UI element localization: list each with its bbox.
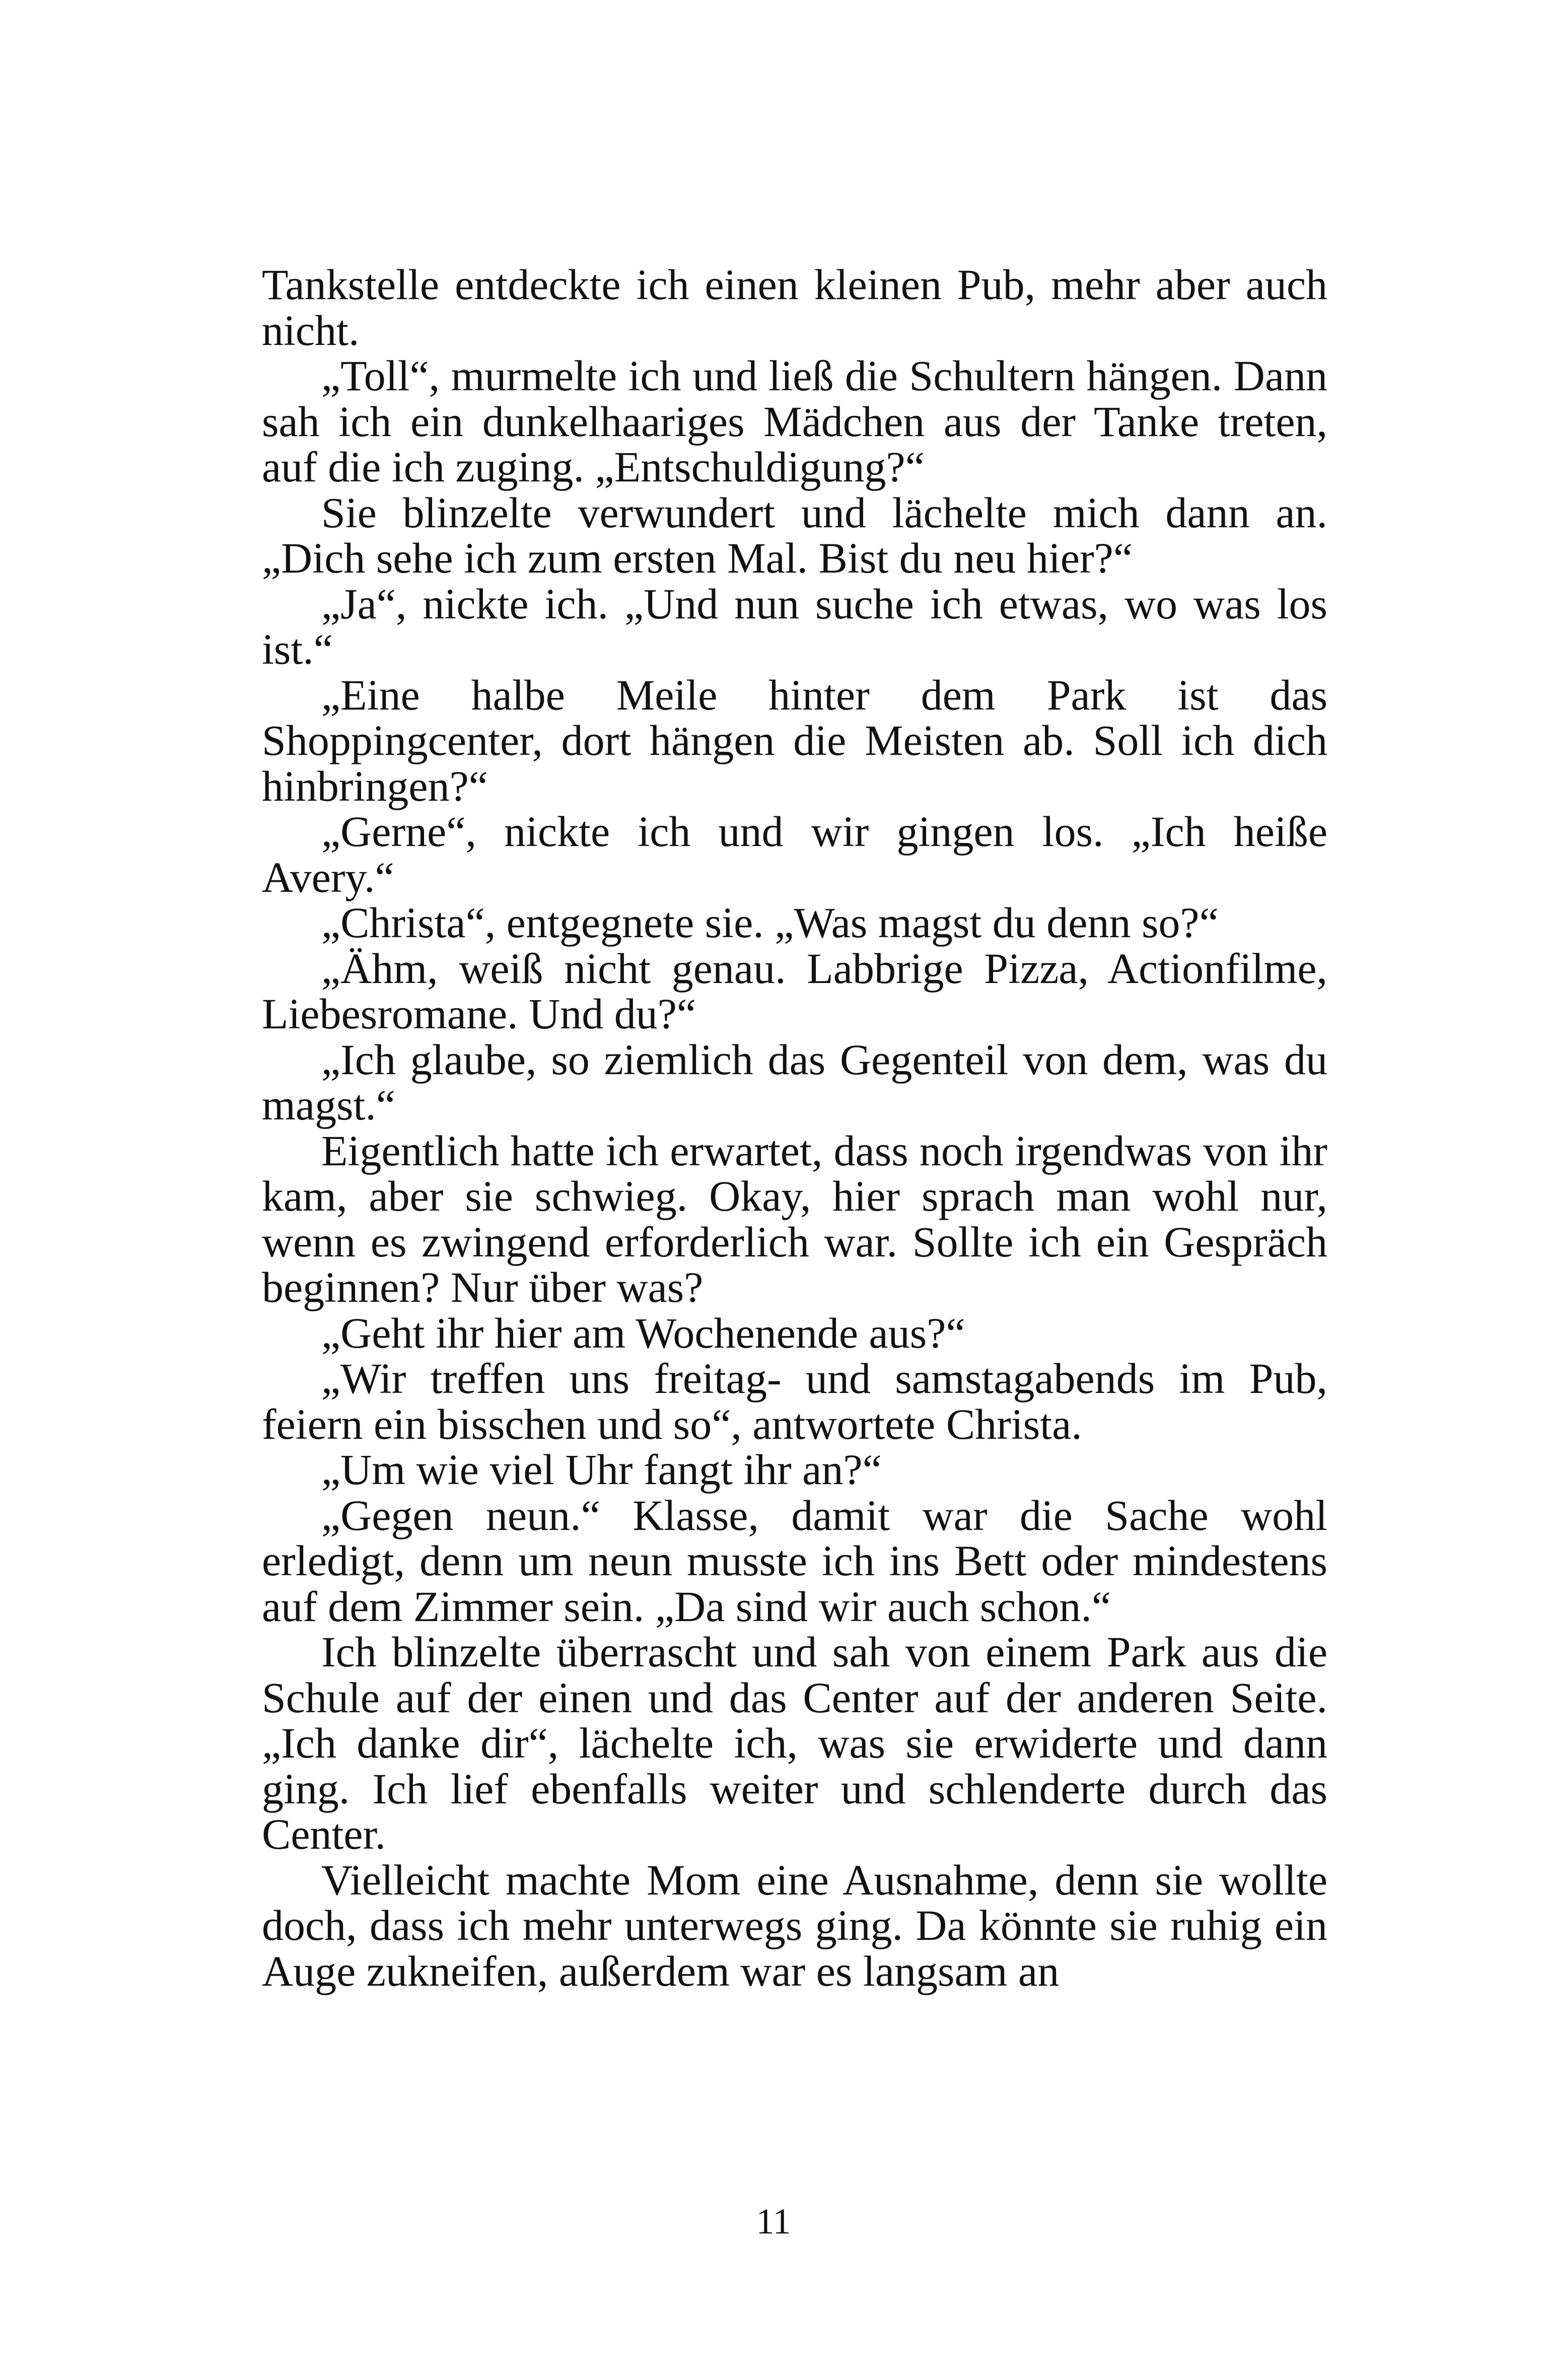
paragraph: „Gegen neun.“ Klasse, damit war die Sache wohl erledigt, denn um neun musste ich ins Bett oder mindestens auf dem Zimmer sein. „Da sind wir auch schon.“ bbox=[262, 1491, 1327, 1631]
page-number: 11 bbox=[756, 2201, 791, 2242]
paragraph: „Ähm, weiß nicht genau. Labbrige Pizza, Actionfilme, Liebesromane. Und du?“ bbox=[262, 944, 1327, 1038]
paragraph: „Christa“, entgegnete sie. „Was magst du denn so?“ bbox=[321, 898, 1219, 947]
paragraph: Tankstelle entdeckte ich einen kleinen Pub, mehr aber auch nicht. bbox=[262, 260, 1327, 355]
paragraph: Vielleicht machte Mom eine Ausnahme, denn sie wollte doch, dass ich mehr unterwegs ging. Da könnte sie ruhig ein Auge zukneifen, außerdem war es langsam an bbox=[262, 1855, 1327, 1995]
paragraph: „Ich glaube, so ziemlich das Gegenteil von dem, was du magst.“ bbox=[262, 1035, 1327, 1129]
paragraph: „Gerne“, nickte ich und wir gingen los. „Ich heiße Avery.“ bbox=[262, 807, 1327, 901]
paragraph: „Ja“, nickte ich. „Und nun suche ich etwas, wo was los ist.“ bbox=[262, 579, 1327, 673]
paragraph: „Eine halbe Meile hinter dem Park ist das Shoppingcenter, dort hängen die Meisten ab. Soll ich dich hinbringen?“ bbox=[262, 670, 1327, 810]
paragraph: Ich blinzelte überrascht und sah von einem Park aus die Schule auf der einen und das Center auf der anderen Seite. „Ich danke dir“, lächelte ich, was sie erwiderte und dann ging. Ich lief ebenfalls weiter und schlenderte durch das Center. bbox=[262, 1628, 1327, 1858]
paragraph: „Um wie viel Uhr fangt ihr an?“ bbox=[321, 1445, 882, 1494]
paragraph: Sie blinzelte verwundert und lächelte mich dann an. „Dich sehe ich zum ersten Mal. Bist du neu hier?“ bbox=[262, 488, 1327, 582]
paragraph: Eigentlich hatte ich erwartet, dass noch irgendwas von ihr kam, aber sie schwieg. Okay, hier sprach man wohl nur, wenn es zwingend erforderlich war. Sollte ich ein Gespräch beginnen? Nur über was? bbox=[262, 1126, 1327, 1311]
paragraph: „Toll“, murmelte ich und ließ die Schultern hängen. Dann sah ich ein dunkelhaariges Mädchen aus der Tanke treten, auf die ich zuging. „Entschuldigung?“ bbox=[262, 352, 1327, 491]
paragraph: „Wir treffen uns freitag- und samstagabends im Pub, feiern ein bisschen und so“, antwortete Christa. bbox=[262, 1354, 1327, 1448]
body-text bbox=[262, 262, 1327, 1994]
paragraph: „Geht ihr hier am Wochenende aus?“ bbox=[321, 1308, 965, 1357]
